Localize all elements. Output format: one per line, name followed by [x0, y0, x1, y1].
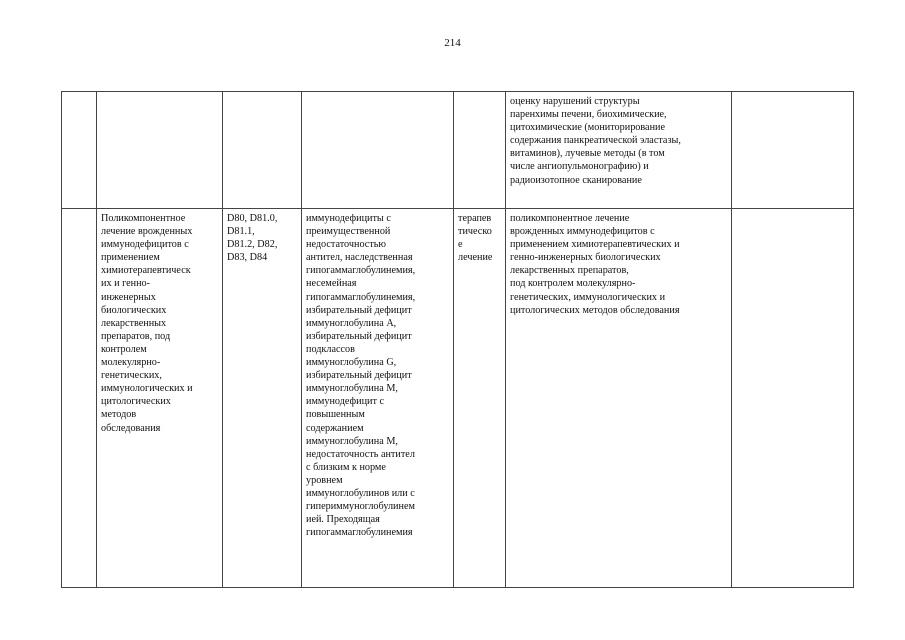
text-line: недостаточность антител [306, 448, 415, 460]
text-line: генетических, [101, 370, 162, 382]
medical-care-table [61, 91, 854, 588]
care-name-cell [97, 209, 223, 588]
row-number-cell [62, 92, 97, 209]
text-line: лечение врожденных [101, 226, 193, 238]
text-line: иммунодефицит с [306, 396, 384, 408]
text-line: цитохимические (мониторирование [510, 122, 666, 134]
text-line: иммунодефициты с [306, 213, 391, 224]
text-line: врожденных иммунодефицитов с [510, 226, 655, 238]
text-line: гипогаммаглобулинемия [306, 527, 413, 539]
treatment-methods-cell [506, 209, 732, 588]
text-line: поликомпонентное лечение [510, 213, 630, 224]
treatment-type-cell [454, 209, 506, 588]
diagnosis-cell [302, 92, 454, 209]
text-line: цитологических [101, 396, 171, 408]
text-line: гипогаммаглобулинемия, [306, 291, 416, 303]
text-line: D81.2, D82, [227, 239, 278, 251]
text-line: применением химиотерапевтических и [510, 239, 680, 251]
text-line: их и генно- [101, 278, 151, 290]
text-line: преимущественной [306, 226, 391, 238]
text-line: с близким к норме [306, 461, 386, 473]
text-line: содержания панкреатической эластазы, [510, 135, 681, 147]
row-number-cell [62, 209, 97, 588]
treatment-methods-cell [506, 92, 732, 209]
text-line: генетических, иммунологических и [510, 291, 666, 303]
text-line: оценку нарушений структуры [510, 96, 640, 107]
text-line: тическо [458, 226, 492, 238]
text-line: уровнем [306, 474, 343, 486]
icd-codes-cell [223, 92, 302, 209]
table-row [62, 209, 854, 588]
text-line: инженерных [101, 291, 156, 303]
text-line: содержанием [306, 422, 364, 434]
text-line: обследования [101, 422, 161, 434]
text-line: иммуноглобулина A, [306, 317, 397, 329]
text-line: препаратов, под [101, 330, 171, 342]
text-line: под контролем молекулярно- [510, 278, 636, 290]
text-line: лекарственных [101, 317, 167, 329]
text-line: подклассов [306, 343, 355, 355]
text-line: D81.1, [227, 226, 255, 238]
text-line: е [458, 239, 463, 251]
icd-codes-cell [223, 209, 302, 588]
text-line: молекулярно- [101, 357, 161, 369]
text-line: антител, наследственная [306, 252, 413, 264]
text-line: гипогаммаглобулинемия, [306, 265, 416, 277]
text-line: избирательный дефицит [306, 370, 412, 382]
diagnosis-cell [302, 209, 454, 588]
text-line: генно-инженерных биологических [510, 252, 661, 264]
text-line: биологических [101, 304, 167, 316]
text-line: химиотерапевтическ [101, 265, 191, 277]
text-line: повышенным [306, 409, 365, 421]
text-line: D80, D81.0, [227, 213, 278, 224]
cost-cell [732, 92, 854, 209]
text-line: иммунодефицитов с [101, 239, 189, 251]
text-line: методов [101, 409, 137, 421]
text-line: лечение [458, 252, 493, 264]
page-number: 214 [444, 37, 461, 49]
text-line: иммуноглобулина G, [306, 357, 397, 369]
text-line: Поликомпонентное [101, 213, 186, 224]
cost-cell [732, 209, 854, 588]
text-line: несемейная [306, 278, 357, 290]
text-line: иммуноглобулинов или с [306, 487, 415, 499]
table-row [62, 92, 854, 209]
text-line: числе ангиопульмонографию) и [510, 161, 649, 173]
treatment-type-cell [454, 92, 506, 209]
text-line: недостаточностью [306, 239, 387, 251]
text-line: избирательный дефицит [306, 330, 412, 342]
text-line: терапев [458, 213, 492, 224]
text-line: ией. Преходящая [306, 514, 380, 526]
text-line: иммунологических и [101, 383, 193, 395]
text-line: иммуноглобулина M, [306, 435, 398, 447]
text-line: лекарственных препаратов, [510, 265, 629, 277]
text-line: паренхимы печени, биохимические, [510, 109, 667, 121]
text-line: иммуноглобулина M, [306, 383, 398, 395]
text-line: контролем [101, 343, 147, 355]
text-line: гипериммуноглобулинем [306, 501, 415, 513]
text-line: радиоизотопное сканирование [510, 174, 642, 186]
care-name-cell [97, 92, 223, 209]
text-line: применением [101, 252, 160, 264]
text-line: цитологических методов обследования [510, 304, 680, 316]
text-line: D83, D84 [227, 252, 268, 264]
text-line: избирательный дефицит [306, 304, 412, 316]
text-line: витаминов), лучевые методы (в том [510, 148, 665, 160]
